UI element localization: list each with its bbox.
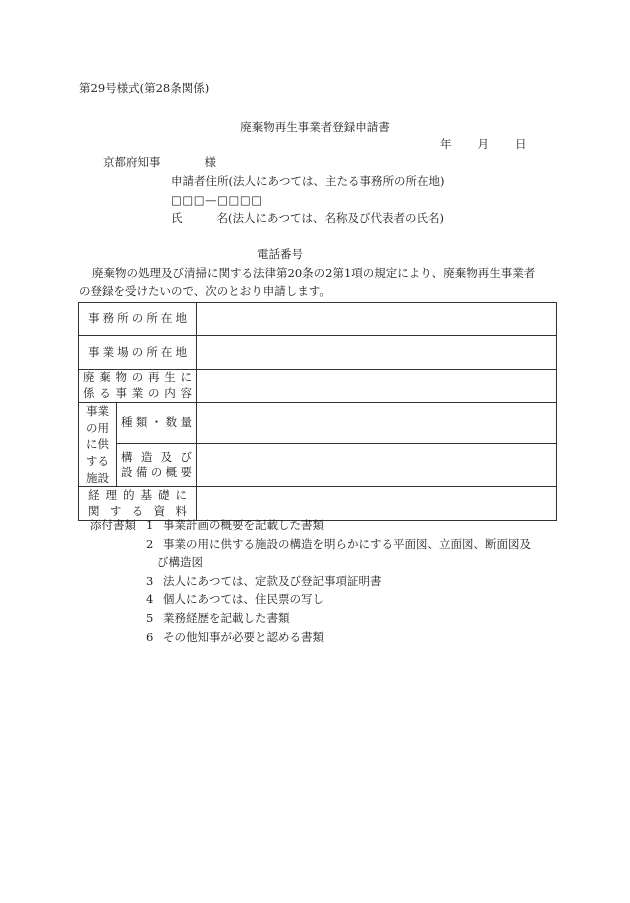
structure-equipment-value[interactable]	[197, 444, 557, 487]
document-title: 廃棄物再生事業者登録申請書	[240, 120, 390, 134]
date-day: 日	[515, 137, 527, 151]
attachment-number: 6	[146, 629, 154, 644]
intro-line-2: の登録を受けたいので、次のとおり申請します。	[79, 284, 331, 298]
attachment-text: 事業計画の概要を記載した書類	[163, 518, 324, 532]
list-item	[90, 535, 560, 554]
kind-quantity-label: 種類・数量	[117, 403, 197, 444]
table-row	[79, 370, 557, 403]
attachment-text: 業務経歴を記載した書類	[163, 610, 290, 625]
office-location-label: 事務所の所在地	[79, 303, 197, 336]
business-content-value[interactable]	[197, 370, 557, 403]
date-line	[440, 139, 527, 151]
date-month: 月	[477, 137, 489, 151]
attachments-heading: 添付書類	[90, 518, 136, 532]
postal-code-boxes: □□□—□□□□	[171, 193, 263, 207]
name-label-part2: 名(法人にあつては、名称及び代表者の氏名)	[216, 211, 444, 225]
form-number: 第29号様式(第28条関係)	[79, 81, 210, 95]
structure-equipment-label: 構造及び 設備の概要	[117, 444, 197, 487]
attachment-text: その他知事が必要と認める書類	[163, 629, 324, 644]
list-item	[90, 609, 560, 628]
attachment-text: 法人にあつては、定款及び登記事項証明書	[163, 573, 382, 588]
financial-basis-label: 経理的基礎に 関する資料	[79, 487, 197, 521]
table-row	[79, 303, 557, 336]
list-item	[90, 516, 560, 535]
facility-group-label: 事業 の用 に供 する 施設	[79, 403, 117, 487]
attachment-number: 3	[146, 573, 154, 588]
list-item	[90, 628, 560, 647]
applicant-name-label	[171, 213, 444, 225]
business-location-label: 事業場の所在地	[79, 336, 197, 370]
list-item-continuation	[90, 553, 560, 572]
business-location-value[interactable]	[197, 336, 557, 370]
list-item	[90, 590, 560, 609]
office-location-value[interactable]	[197, 303, 557, 336]
table-row	[79, 403, 557, 444]
applicant-address-label: 申請者住所(法人にあつては、主たる事務所の所在地)	[171, 174, 445, 188]
table-row	[79, 444, 557, 487]
kind-quantity-value[interactable]	[197, 403, 557, 444]
phone-label: 電話番号	[257, 247, 303, 261]
attachment-number: 5	[146, 610, 154, 625]
attachment-text: 個人にあつては、住民票の写し	[163, 592, 324, 607]
date-year: 年	[440, 137, 452, 151]
addressee-suffix: 様	[204, 155, 216, 169]
list-item	[90, 572, 560, 591]
business-content-label: 廃棄物の再生に 係る事業の内容	[79, 370, 197, 403]
addressee-name: 京都府知事	[103, 155, 161, 169]
attachment-text: 事業の用に供する施設の構造を明らかにする平面図、立面図、断面図及	[163, 536, 531, 551]
attachment-text-continued: び構造図	[157, 555, 203, 570]
table-row	[79, 336, 557, 370]
attachments-list	[90, 516, 560, 646]
name-label-part1: 氏	[171, 211, 183, 225]
attachment-number: 4	[146, 592, 154, 607]
attachment-number: 2	[146, 536, 154, 551]
attachment-number: 1	[146, 518, 154, 532]
intro-line-1: 廃棄物の処理及び清掃に関する法律第20条の2第1項の規定により、廃棄物再生事業者	[92, 266, 536, 280]
addressee	[103, 157, 216, 169]
application-table	[78, 302, 557, 521]
